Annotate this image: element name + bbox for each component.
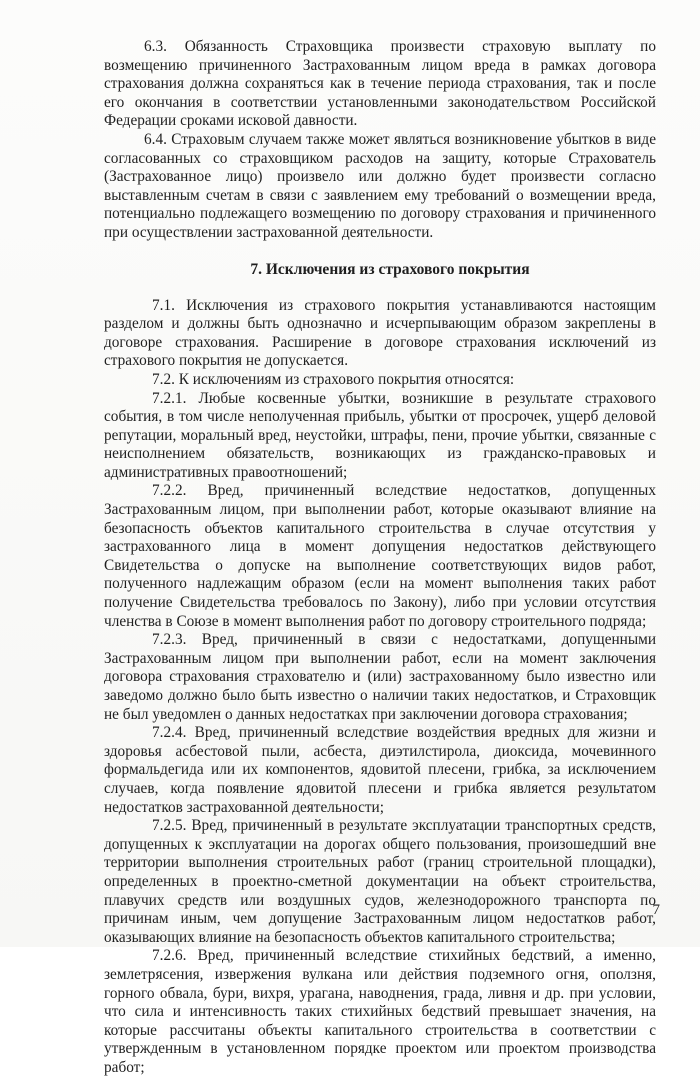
paragraph-7-1: 7.1. Исключения из страхового покрытия устанавливаются настоящим разделом и должны быть однозначно и исчерпывающим образом закреплены в договоре страхования. Расширение в договоре страхования исключений из страхового покрытия не допускается.	[104, 296, 656, 370]
paragraph-7-2-5: 7.2.5. Вред, причиненный в результате эксплуатации транспортных средств, допущенных к эксплуатации на дорогах общего пользования, произошедший вне территории выполнения строительных работ (границ строительной площадки), определенных в проектно-сметной документации на объект строительства, плавучих средств или воздушных судов, железнодорожного транспорта по причинам иным, чем допущение Застрахованным лицом недостатков работ, оказывающих влияние на безопасность объектов капитального строительства;	[104, 817, 656, 946]
paragraph-7-2-6: 7.2.6. Вред, причиненный вследствие стихийных бедствий, а именно, землетрясения, извержения вулкана или действия подземного огня, оползня, горного обвала, бури, вихря, урагана, наводнения, града, ливня и др. при условии, что сила и интенсивность таких стихийных бедствий превышает значения, на которые рассчитаны объекты капитального строительства в соответствии с утвержденным в установленном порядке проектом или проектом производства работ;	[104, 947, 656, 1076]
paragraph-7-2-4: 7.2.4. Вред, причиненный вследствие воздействия вредных для жизни и здоровья асбестовой пыли, асбеста, диэтилстирола, диоксида, мочевинного формальдегида или их компонентов, ядовитой плесени, грибка, за исключением случаев, когда появление ядовитой плесени и грибка является результатом недостатков застрахованной деятельности;	[104, 724, 656, 816]
section-title: 7. Исключения из страхового покрытия	[250, 260, 530, 278]
paragraph-7-2-3: 7.2.3. Вред, причиненный в связи с недостатками, допущенными Застрахованным лицом при выполнении работ, если на момент заключения договора страхования страхователю и (или) застрахованному было известно или заведомо должно было быть известно о наличии таких недостатков, и Страховщик не был уведомлен о данных недостатках при заключении договора страхования;	[104, 631, 656, 723]
paragraph-7-2-1: 7.2.1. Любые косвенные убытки, возникшие в результате страхового события, в том числе неполученная прибыль, убытки от просрочек, ущерб деловой репутации, моральный вред, неустойки, штрафы, пени, прочие убытки, связанные с неисполнением обязательств, возникающих из гражданско-правовых и административных правоотношений;	[104, 389, 656, 481]
paragraph-6-4: 6.4. Страховым случаем также может являться возникновение убытков в виде согласованных со страховщиком расходов на защиту, которые Страхователь (Застрахованное лицо) произвело или должно будет произвести согласно выставленным счетам в связи с заявлением ему требований о возмещении вреда, потенциально подлежащего возмещению по договору страхования и причиненного при осуществлении застрахованной деятельности.	[104, 130, 656, 241]
paragraph-6-3: 6.3. Обязанность Страховщика произвести страховую выплату по возмещению причиненного Застрахованным лицом вреда в рамках договора страхования должна сохраняться как в течение периода страхования, так и после его окончания в соответствии установленными законодательством Российской Федерации сроками исковой давности.	[104, 38, 656, 130]
page-number: 7	[652, 902, 660, 918]
paragraph-7-2: 7.2. К исключениям из страхового покрытия относятся:	[152, 370, 515, 388]
paragraph-7-2-2: 7.2.2. Вред, причиненный вследствие недостатков, допущенных Застрахованным лицом, при выполнении работ, которые оказывают влияние на безопасность объектов капитального строительства в случае отсутствия у застрахованного лица в момент допущения недостатков действующего Свидетельства о допуске на выполнение соответствующих видов работ, полученного надлежащим образом (если на момент выполнения таких работ получение Свидетельства требовалось по Закону), либо при условии отсутствия членства в Союзе в момент выполнения работ по договору строительного подряда;	[104, 482, 656, 630]
